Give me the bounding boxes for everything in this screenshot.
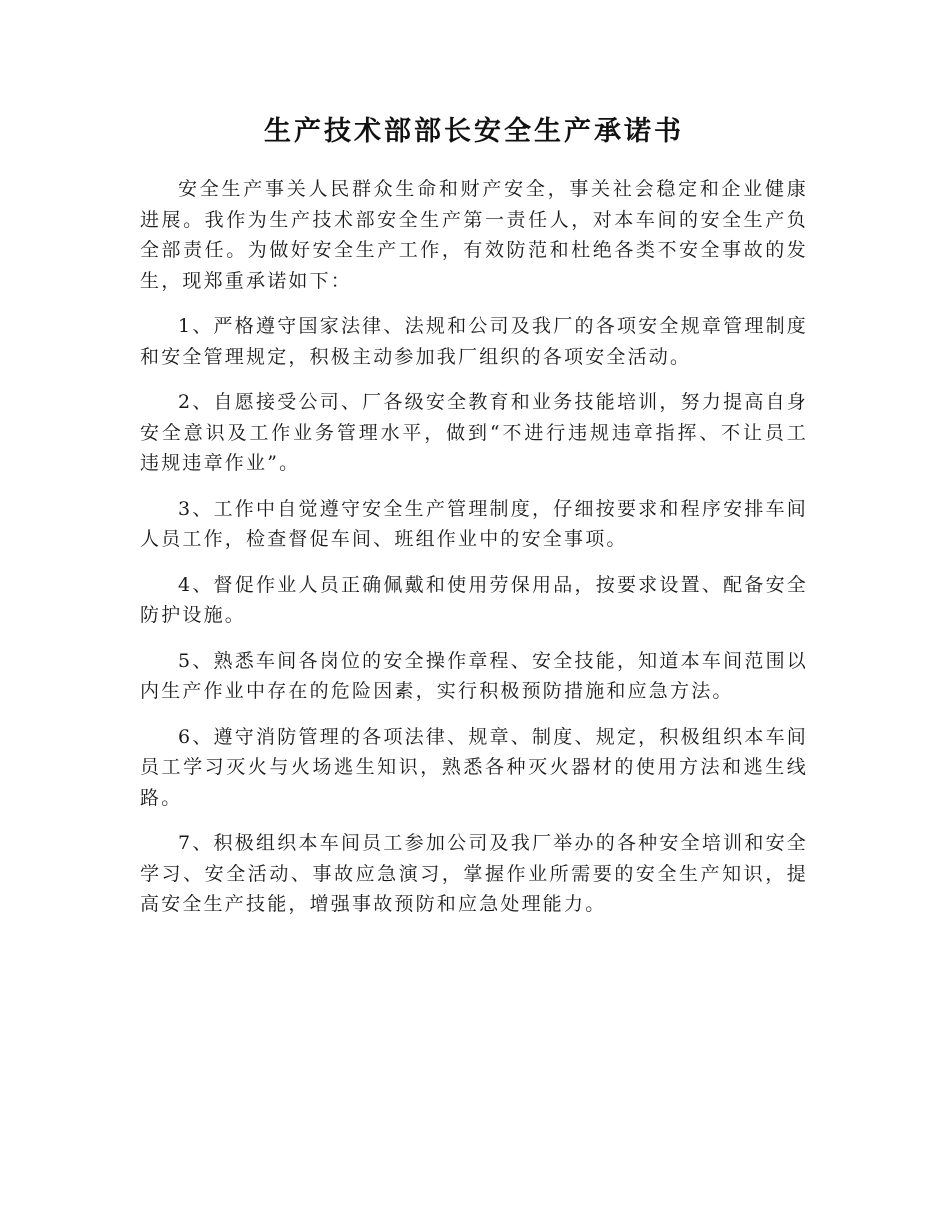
commitment-item-4: 4、督促作业人员正确佩戴和使用劳保用品，按要求设置、配备安全防护设施。: [140, 573, 808, 626]
intro-paragraph: 安全生产事关人民群众生命和财产安全，事关社会稳定和企业健康进展。我作为生产技术部安全生产第一责任人，对本车间的安全生产负全部责任。为做好安全生产工作，有效防范和杜绝各类不安全事故的发生，现郑重承诺如下：: [140, 178, 808, 292]
document-body: [140, 108, 808, 935]
commitment-item-5: 5、熟悉车间各岗位的安全操作章程、安全技能，知道本车间范围以内生产作业中存在的危险因素，实行积极预防措施和应急方法。: [140, 649, 808, 702]
commitment-item-7: 7、积极组织本车间员工参加公司及我厂举办的各种安全培训和安全学习、安全活动、事故应急演习，掌握作业所需要的安全生产知识，提高安全生产技能，增强事故预防和应急处理能力。: [140, 832, 808, 915]
document-title: 生产技术部部长安全生产承诺书: [264, 116, 684, 147]
commitment-item-2: 2、自愿接受公司、厂各级安全教育和业务技能培训，努力提高自身安全意识及工作业务管理水平，做到“不进行违规违章指挥、不让员工违规违章作业”。: [140, 391, 808, 474]
commitment-item-1: 1、严格遵守国家法律、法规和公司及我厂的各项安全规章管理制度和安全管理规定，积极主动参加我厂组织的各项安全活动。: [140, 315, 808, 368]
commitment-item-3: 3、工作中自觉遵守安全生产管理制度，仔细按要求和程序安排车间人员工作，检查督促车间、班组作业中的安全事项。: [140, 497, 808, 550]
commitment-item-6: 6、遵守消防管理的各项法律、规章、制度、规定，积极组织本车间员工学习灭火与火场逃生知识，熟悉各种灭火器材的使用方法和逃生线路。: [140, 725, 808, 809]
